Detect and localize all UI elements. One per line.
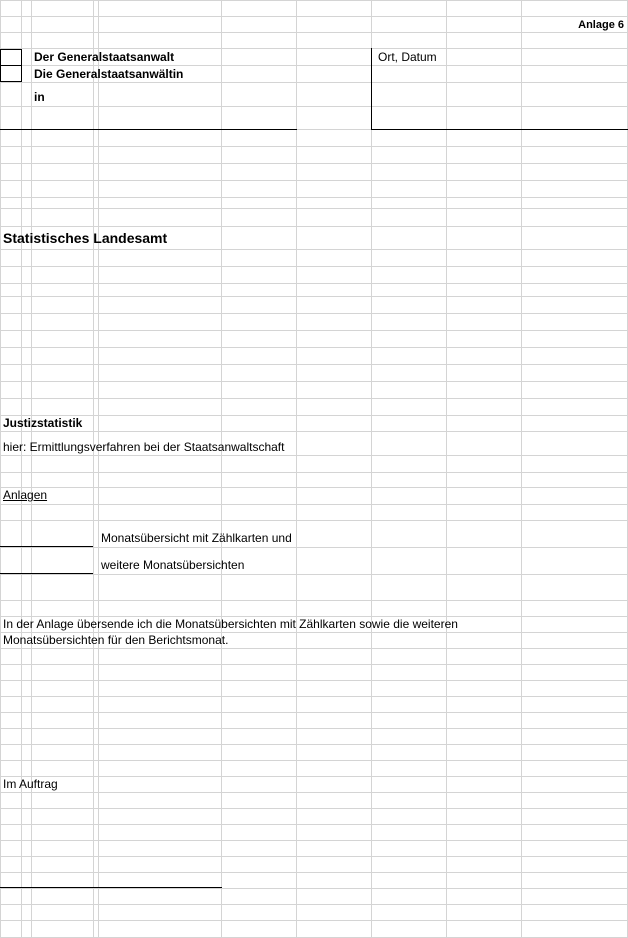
place-date-left-rule (371, 48, 372, 130)
recipient-name: Statistisches Landesamt (3, 230, 168, 246)
body-text-line-1: In der Anlage übersende ich die Monatsübersichten mit Zählkarten sowie die weiteren (3, 617, 458, 631)
sender-option-female: Die Generalstaatsanwältin (34, 67, 184, 81)
attachment-item-2: weitere Monatsübersichten (101, 558, 245, 572)
sender-location-prefix: in (34, 90, 45, 104)
annex-label: Anlage 6 (578, 19, 624, 31)
attachment-count-field-2[interactable] (0, 573, 93, 574)
checkbox-female[interactable] (0, 65, 22, 82)
body-text-line-2: Monatsübersichten für den Berichtsmonat. (3, 633, 229, 647)
signature-label: Im Auftrag (3, 777, 58, 791)
subject-title: Justizstatistik (3, 416, 83, 430)
sender-option-male: Der Generalstaatsanwalt (34, 50, 175, 64)
attachments-heading: Anlagen (3, 488, 48, 502)
attachment-item-1: Monatsübersicht mit Zählkarten und (101, 531, 292, 545)
subject-regarding: hier: Ermittlungsverfahren bei der Staatsanwaltschaft (3, 440, 285, 454)
checkbox-male[interactable] (0, 49, 22, 66)
address-bottom-rule-left (0, 129, 297, 130)
place-date-bottom-rule (371, 129, 628, 130)
place-date-label: Ort, Datum (378, 50, 437, 64)
attachment-count-field-1[interactable] (0, 546, 93, 547)
signature-rule (0, 887, 222, 888)
